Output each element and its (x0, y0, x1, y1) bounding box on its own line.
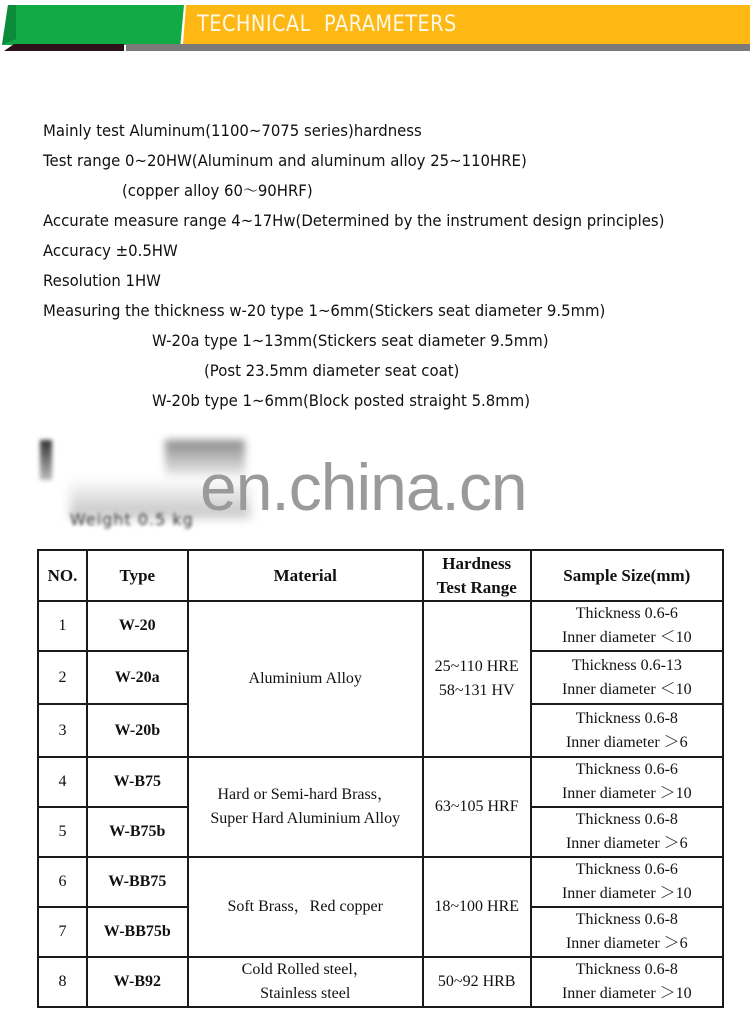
material-line: Super Hard Aluminium Alloy (210, 810, 401, 827)
spec-line: W-20a type 1~13mm(Stickers seat diameter 9.5mm) (152, 331, 549, 350)
cell-material (188, 601, 423, 757)
spec-line: Measuring the thickness w-20 type 1~6mm(Stickers seat diameter 9.5mm) (43, 301, 606, 320)
material-line: Stainless steel (260, 985, 351, 1002)
table-row (38, 601, 723, 651)
cell-type: W-20b (87, 704, 188, 757)
cell-type: W-BB75b (87, 907, 188, 957)
size-thickness: Thickness 0.6-8 (575, 709, 678, 727)
spec-line: Accuracy ±0.5HW (43, 241, 178, 260)
size-thickness: Thickness 0.6-8 (575, 811, 678, 828)
table-header-row (38, 550, 723, 601)
spec-line: W-20b type 1~6mm(Block posted straight 5.8mm) (152, 391, 531, 410)
size-inner-diameter: Inner diameter ＞6 (565, 835, 688, 852)
section-title: TECHNICAL PARAMETERS (197, 12, 457, 37)
banner-dark-strip (4, 44, 124, 51)
spec-line: Test range 0~20HW(Aluminum and aluminum alloy 25~110HRE) (43, 151, 527, 170)
size-thickness: Thickness 0.6-8 (575, 961, 678, 978)
spec-line: Accurate measure range 4~17Hw(Determined by the instrument design principles) (43, 211, 665, 230)
cell-no: 3 (38, 704, 87, 757)
cell-no: 4 (38, 757, 87, 807)
cell-material (188, 957, 423, 1007)
cell-no: 7 (38, 907, 87, 957)
size-inner-diameter: Inner diameter ＜10 (561, 680, 692, 698)
model-spec-table (37, 549, 724, 1008)
cell-hardness (423, 601, 531, 757)
hardness-line: 58~131 HV (438, 682, 515, 699)
header-no: NO. (38, 550, 87, 601)
cell-sample-size (531, 907, 723, 957)
spec-line: (copper alloy 60～90HRF) (122, 181, 313, 200)
cell-hardness (423, 757, 531, 857)
table-row (38, 857, 723, 907)
cell-sample-size (531, 651, 723, 704)
cell-sample-size (531, 704, 723, 757)
header-sample-size: Sample Size(mm) (531, 550, 723, 601)
size-inner-diameter: Inner diameter ＞6 (565, 733, 688, 751)
banner-green-shade (2, 5, 16, 45)
cell-material (188, 857, 423, 957)
hardness-line: 50~92 HRB (437, 973, 516, 990)
size-thickness: Thickness 0.6-6 (575, 861, 678, 878)
cell-sample-size (531, 857, 723, 907)
cell-type: W-BB75 (87, 857, 188, 907)
spec-line: Mainly test Aluminum(1100~7075 series)hardness (43, 121, 422, 140)
header-type: Type (87, 550, 188, 601)
cell-type: W-B75 (87, 757, 188, 807)
material-line: Cold Rolled steel， (241, 961, 369, 978)
cell-sample-size (531, 757, 723, 807)
cell-sample-size (531, 957, 723, 1007)
blurred-weight-text: Weight 0.5 kg (70, 510, 194, 529)
spec-line: Resolution 1HW (43, 271, 161, 290)
cell-type: W-B92 (87, 957, 188, 1007)
header-hardness (423, 550, 531, 601)
size-thickness: Thickness 0.6-13 (571, 656, 682, 674)
size-inner-diameter: Inner diameter ＞10 (561, 885, 692, 902)
cell-no: 6 (38, 857, 87, 907)
table-row (38, 757, 723, 807)
size-inner-diameter: Inner diameter ＜10 (561, 629, 692, 646)
cell-no: 2 (38, 651, 87, 704)
material-line: Aluminium Alloy (248, 670, 362, 687)
banner-green-block (2, 5, 184, 45)
blur-block (40, 440, 52, 480)
cell-hardness (423, 857, 531, 957)
cell-sample-size (531, 601, 723, 651)
cell-no: 1 (38, 601, 87, 651)
size-inner-diameter: Inner diameter ＞10 (561, 785, 692, 802)
size-thickness: Thickness 0.6-8 (575, 911, 678, 928)
size-thickness: Thickness 0.6-6 (575, 761, 678, 778)
section-banner (0, 0, 750, 54)
header-material: Material (188, 550, 423, 601)
watermark: en.china.cn (200, 450, 527, 524)
cell-hardness (423, 957, 531, 1007)
cell-type: W-20 (87, 601, 188, 651)
size-inner-diameter: Inner diameter ＞10 (561, 985, 692, 1002)
hardness-line: 18~100 HRE (434, 898, 520, 915)
size-thickness: Thickness 0.6-6 (575, 605, 678, 622)
hardness-line: 25~110 HRE (434, 658, 519, 675)
cell-type: W-B75b (87, 807, 188, 857)
cell-type: W-20a (87, 651, 188, 704)
material-line: Hard or Semi-hard Brass， (217, 786, 393, 803)
header-hardness-line1: Hardness (442, 553, 512, 573)
header-hardness-line2: Test Range (436, 577, 517, 597)
material-line: Soft Brass，Red copper (227, 898, 383, 915)
cell-no: 5 (38, 807, 87, 857)
banner-gray-strip (126, 44, 750, 51)
table-row (38, 957, 723, 1007)
cell-sample-size (531, 807, 723, 857)
hardness-line: 63~105 HRF (434, 798, 519, 815)
size-inner-diameter: Inner diameter ＞6 (565, 935, 688, 952)
cell-material (188, 757, 423, 857)
spec-line: (Post 23.5mm diameter seat coat) (204, 361, 460, 380)
cell-no: 8 (38, 957, 87, 1007)
